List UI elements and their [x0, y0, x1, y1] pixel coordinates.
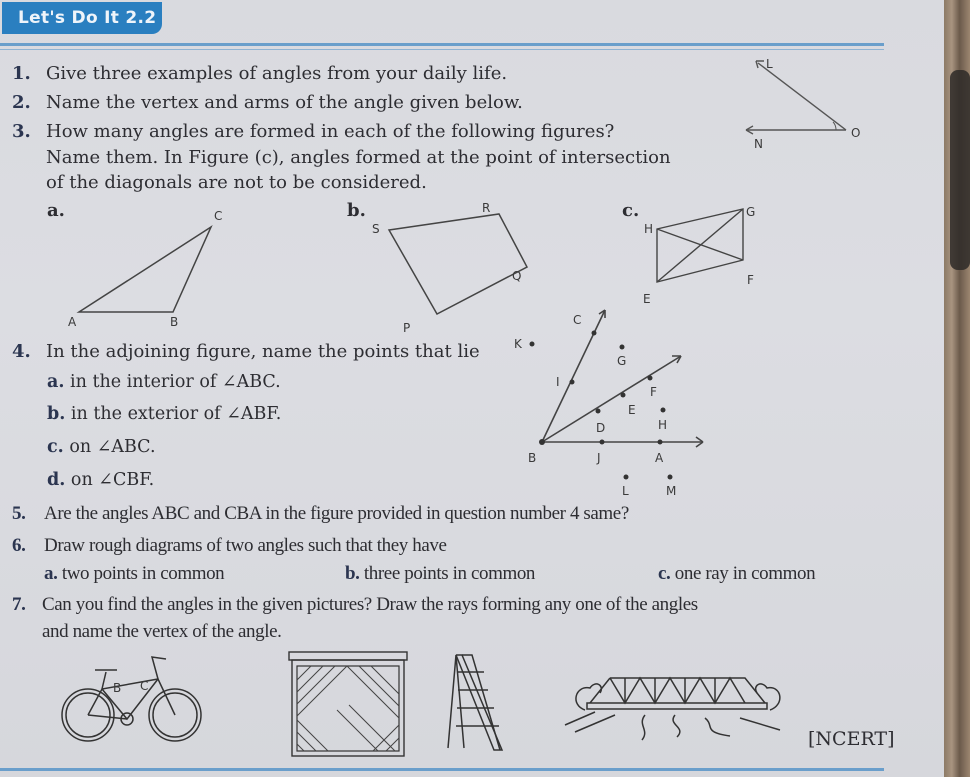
svg-text:B: B: [528, 451, 537, 465]
question-text: Can you find the angles in the given pictures? Draw the rays forming any one of the angles: [42, 594, 698, 615]
bridge-picture: [565, 670, 790, 750]
svg-text:S: S: [372, 222, 380, 236]
question-text: and name the vertex of the angle.: [42, 621, 282, 642]
svg-text:K: K: [514, 337, 522, 351]
question-6a: a. two points in common: [44, 563, 225, 584]
question-4c: c. on ∠ABC.: [47, 437, 156, 457]
svg-text:R: R: [482, 201, 491, 215]
svg-text:A: A: [68, 315, 77, 329]
source-citation: [NCERT]: [808, 728, 895, 750]
svg-text:F: F: [747, 273, 754, 287]
svg-text:J: J: [597, 451, 601, 465]
svg-text:H: H: [644, 222, 654, 236]
svg-text:B: B: [113, 681, 122, 695]
question-text: How many angles are formed in each of the following figures?: [46, 121, 615, 142]
question-4a: a. in the interior of ∠ABC.: [47, 372, 281, 392]
question-4d: d. on ∠CBF.: [47, 470, 155, 490]
bicycle-picture: [58, 650, 208, 750]
svg-text:N: N: [754, 137, 763, 151]
wooden-panel-picture: [287, 650, 409, 760]
svg-text:L: L: [766, 57, 773, 71]
svg-text:E: E: [643, 292, 651, 306]
svg-text:I: I: [556, 375, 560, 389]
header-rule-thin: [0, 49, 884, 50]
svg-text:A: A: [655, 451, 664, 465]
question-6c: c. one ray in common: [658, 563, 816, 584]
footer-rule: [0, 768, 884, 771]
figure-a-label: a.: [47, 200, 65, 221]
svg-text:G: G: [617, 354, 627, 368]
section-badge: Let's Do It 2.2: [2, 2, 162, 34]
svg-text:F: F: [650, 385, 657, 399]
svg-text:M: M: [666, 484, 677, 498]
svg-text:L: L: [622, 484, 629, 498]
question-6b: b. three points in common: [345, 563, 536, 584]
textbook-page: Let's Do It 2.2 1. Give three examples of angles from your daily life. 2. Name the vertex and arms of the angle given below. 3. How many angles are formed in each of the following figures? Name them. In Figure (c), angles formed at the point of intersection of the diagonals are not to be considered. L N O a. A B C b. S R Q P c. H G F E 4. In the adjoining figure, name the points that lie a. in the interior of ∠ABC. b. in the exterior of ∠ABF. c. on ∠ABC. d. on ∠CBF. C K G I F E H D B J A L M 5. Are the angles ABC and CBA in the figure provided in question number 4 same? 6. Draw rough diagrams of two angles such that they have a. two points in common b. three points in common c. one ray in common 7. Can you find the angles in the given pictures? Draw the rays forming any one of the angles and name the vertex of the angle. B C [NCERT]: [0, 0, 944, 777]
ladder-picture: [444, 650, 514, 755]
svg-text:Q: Q: [512, 269, 522, 283]
header-rule: [0, 43, 884, 46]
background-object: [950, 70, 970, 270]
svg-text:O: O: [851, 126, 861, 140]
svg-text:E: E: [628, 403, 636, 417]
figure-q4-angles: [500, 290, 720, 505]
svg-text:C: C: [214, 209, 223, 223]
svg-text:H: H: [658, 418, 668, 432]
question-text: Name the vertex and arms of the angle given below.: [46, 92, 523, 113]
question-text: Name them. In Figure (c), angles formed at the point of intersection: [46, 147, 671, 168]
question-text: Give three examples of angles from your daily life.: [46, 63, 508, 84]
figure-b-label: b.: [347, 200, 366, 221]
question-text: of the diagonals are not to be considered.: [46, 172, 427, 193]
figure-a-triangle: [60, 200, 240, 330]
figure-c-label: c.: [622, 200, 640, 221]
svg-text:B: B: [170, 315, 179, 329]
svg-text:P: P: [403, 321, 411, 335]
svg-text:G: G: [746, 205, 756, 219]
question-text: Are the angles ABC and CBA in the figure provided in question number 4 same?: [44, 503, 629, 524]
question-text: In the adjoining figure, name the points that lie: [46, 341, 480, 362]
angle-lon-figure: [740, 55, 870, 155]
question-4b: b. in the exterior of ∠ABF.: [47, 404, 282, 424]
svg-text:C: C: [140, 679, 149, 693]
svg-text:D: D: [596, 421, 606, 435]
svg-text:C: C: [573, 313, 582, 327]
question-text: Draw rough diagrams of two angles such that they have: [44, 535, 447, 556]
